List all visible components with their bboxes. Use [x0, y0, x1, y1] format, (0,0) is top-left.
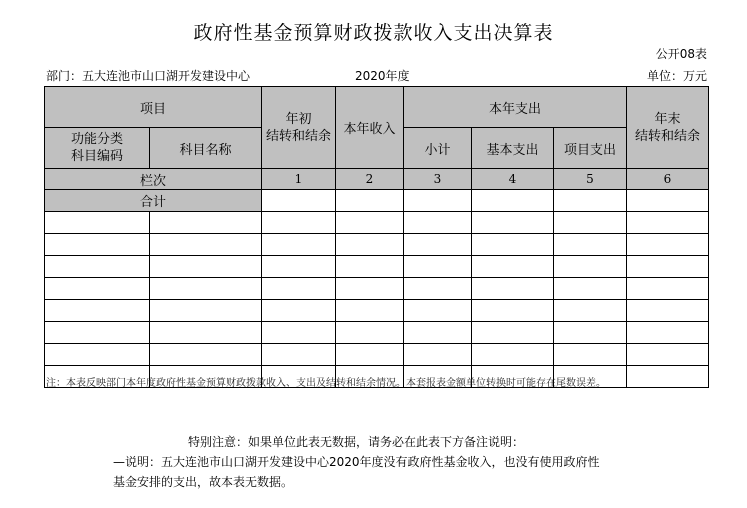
table-cell	[45, 300, 150, 322]
column-index-row	[45, 169, 709, 190]
header-project: 项目	[45, 87, 262, 128]
table-cell	[262, 256, 336, 278]
table-cell	[336, 278, 404, 300]
table-cell	[336, 322, 404, 344]
table-cell	[150, 256, 262, 278]
table-cell	[336, 256, 404, 278]
table-row	[45, 278, 709, 300]
table-cell	[554, 322, 627, 344]
header-row-1	[45, 87, 709, 128]
column-number-2: 2	[336, 169, 404, 190]
table-row	[45, 344, 709, 366]
column-number-4: 4	[472, 169, 554, 190]
column-number-5: 5	[554, 169, 627, 190]
table-row	[45, 322, 709, 344]
table-row	[45, 212, 709, 234]
table-cell	[336, 344, 404, 366]
table-cell	[554, 300, 627, 322]
budget-table	[44, 86, 709, 388]
header-income: 本年收入	[336, 87, 404, 169]
table-cell	[472, 234, 554, 256]
table-cell	[404, 300, 472, 322]
header-closing-balance	[627, 87, 709, 169]
table-cell	[45, 344, 150, 366]
table-cell	[554, 190, 627, 212]
header-closing-balance-line1: 年末	[654, 111, 681, 127]
table-cell	[262, 212, 336, 234]
table-cell	[627, 366, 709, 388]
explanation-line-2: 基金安排的支出，故本表无数据。	[113, 475, 294, 489]
table-cell	[404, 278, 472, 300]
table-cell	[45, 322, 150, 344]
department-label: 部门：五大连池市山口湖开发建设中心	[46, 69, 251, 83]
table-cell	[336, 300, 404, 322]
table-cell	[404, 190, 472, 212]
table-cell	[45, 212, 150, 234]
header-basic-expenditure: 基本支出	[472, 128, 554, 169]
table-row	[45, 256, 709, 278]
table-cell	[262, 344, 336, 366]
header-expenditure: 本年支出	[404, 87, 627, 128]
table-cell	[554, 278, 627, 300]
table-cell	[472, 344, 554, 366]
table-cell	[336, 234, 404, 256]
table-cell	[262, 322, 336, 344]
total-row	[45, 190, 709, 212]
table-cell	[472, 212, 554, 234]
table-cell	[627, 300, 709, 322]
table-cell	[150, 212, 262, 234]
table-cell	[404, 234, 472, 256]
unit-label: 单位：万元	[646, 69, 707, 83]
header-func-code	[45, 128, 150, 169]
table-cell	[262, 190, 336, 212]
special-notice: 特别注意：如果单位此表无数据，请务必在此表下方备注说明：	[188, 435, 525, 449]
table-cell	[404, 322, 472, 344]
table-cell	[472, 256, 554, 278]
table-cell	[554, 212, 627, 234]
column-number-1: 1	[262, 169, 336, 190]
table-cell	[627, 190, 709, 212]
table-cell	[336, 190, 404, 212]
table-cell	[554, 234, 627, 256]
table-cell	[150, 278, 262, 300]
table-cell	[150, 300, 262, 322]
table-cell	[472, 322, 554, 344]
header-opening-balance-line2: 结转和结余	[265, 128, 331, 144]
column-number-6: 6	[627, 169, 709, 190]
table-cell	[336, 212, 404, 234]
table-cell	[472, 300, 554, 322]
total-label: 合计	[45, 190, 262, 212]
form-code: 公开08表	[655, 47, 707, 61]
table-cell	[262, 300, 336, 322]
explanation-line-1: —说明：五大连池市山口湖开发建设中心2020年度没有政府性基金收入，也没有使用政府性	[113, 455, 600, 469]
table-cell	[150, 234, 262, 256]
column-index-label: 栏次	[45, 169, 262, 190]
table-cell	[554, 256, 627, 278]
table-cell	[627, 344, 709, 366]
year-label: 2020年度	[355, 69, 410, 83]
table-note: 注：本表反映部门本年度政府性基金预算财政拨款收入、支出及结转和结余情况。本套报表金额单位转换时可能存在尾数误差。	[46, 378, 606, 389]
table-cell	[404, 212, 472, 234]
report-title: 政府性基金预算财政拨款收入支出决算表	[193, 22, 554, 44]
header-closing-balance-line2: 结转和结余	[634, 128, 700, 144]
table-cell	[627, 322, 709, 344]
header-func-code-line2: 科目编码	[70, 149, 123, 164]
header-item-name: 科目名称	[150, 128, 262, 169]
header-opening-balance-line1: 年初	[285, 111, 312, 127]
table-cell	[404, 344, 472, 366]
table-cell	[45, 234, 150, 256]
table-cell	[262, 278, 336, 300]
column-number-3: 3	[404, 169, 472, 190]
table-cell	[472, 278, 554, 300]
table-cell	[150, 344, 262, 366]
table-cell	[554, 344, 627, 366]
table-cell	[45, 278, 150, 300]
header-project-expenditure: 项目支出	[554, 128, 627, 169]
table-cell	[627, 234, 709, 256]
table-row	[45, 234, 709, 256]
table-cell	[472, 190, 554, 212]
header-subtotal: 小计	[404, 128, 472, 169]
table-cell	[627, 278, 709, 300]
table-cell	[262, 234, 336, 256]
table-row	[45, 300, 709, 322]
table-cell	[627, 256, 709, 278]
header-func-code-line1: 功能分类	[70, 132, 123, 147]
header-opening-balance	[262, 87, 336, 169]
table-cell	[404, 256, 472, 278]
table-cell	[150, 322, 262, 344]
table-cell	[45, 256, 150, 278]
table-cell	[627, 212, 709, 234]
